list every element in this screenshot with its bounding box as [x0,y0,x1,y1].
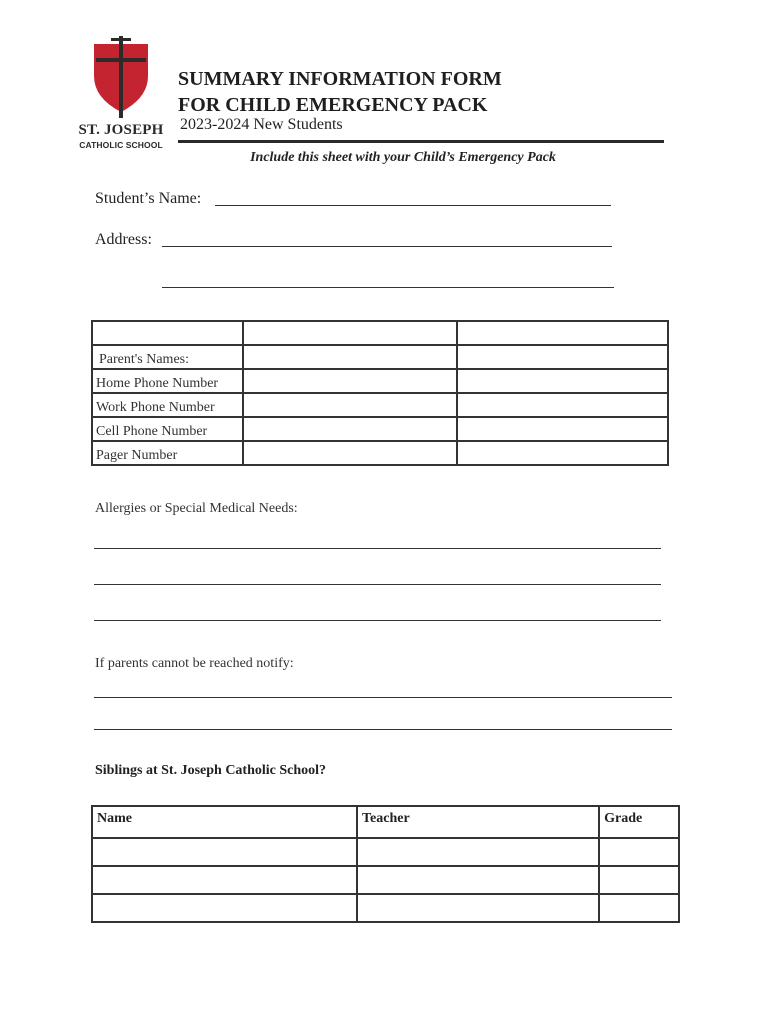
parent1-pager-cell[interactable] [243,441,457,465]
parent2-home-phone-cell[interactable] [457,369,668,393]
address-field-line-2[interactable] [162,287,614,288]
medical-needs-label: Allergies or Special Medical Needs: [95,501,298,516]
table-row [92,321,668,345]
medical-needs-line-3[interactable] [94,620,661,621]
parent2-pager-cell[interactable] [457,441,668,465]
siblings-table [91,805,680,923]
sibling-name-cell[interactable] [92,866,357,894]
table-row [92,894,679,922]
parent1-home-phone-cell[interactable] [243,369,457,393]
form-subtitle: 2023-2024 New Students [180,116,343,133]
notify-line-1[interactable] [94,697,672,698]
table-row [92,393,668,417]
pager-label: Pager Number [92,441,243,465]
instruction-note: Include this sheet with your Child’s Emergency Pack [250,150,556,165]
parent2-cell-phone-cell[interactable] [457,417,668,441]
medical-needs-line-2[interactable] [94,584,661,585]
logo-school-sub: CATHOLIC SCHOOL [79,140,163,150]
table-row [92,441,668,465]
table-row [92,345,668,369]
siblings-heading: Siblings at St. Joseph Catholic School? [95,763,327,778]
sibling-grade-cell[interactable] [599,838,679,866]
form-title [178,66,502,118]
student-name-label: Student’s Name: [95,190,202,207]
logo-school-name: ST. JOSEPH [78,122,164,138]
school-logo [78,36,164,150]
shield-cross-icon [92,36,150,118]
cell-phone-label: Cell Phone Number [92,417,243,441]
table-header-row [92,806,679,838]
notify-line-2[interactable] [94,729,672,730]
sibling-name-cell[interactable] [92,894,357,922]
address-field-line-1[interactable] [162,246,612,247]
parent2-name-cell[interactable] [457,345,668,369]
col-header-grade: Grade [599,806,679,838]
sibling-grade-cell[interactable] [599,866,679,894]
table-cell[interactable] [243,321,457,345]
parent1-cell-phone-cell[interactable] [243,417,457,441]
title-line-2: FOR CHILD EMERGENCY PACK [178,94,488,116]
col-header-teacher: Teacher [357,806,599,838]
notify-label: If parents cannot be reached notify: [95,656,294,671]
table-row [92,838,679,866]
parent1-name-cell[interactable] [243,345,457,369]
parents-names-label: Parent's Names: [92,345,243,369]
sibling-teacher-cell[interactable] [357,866,599,894]
header-rule [178,140,664,143]
parent2-work-phone-cell[interactable] [457,393,668,417]
title-line-1: SUMMARY INFORMATION FORM [178,68,502,90]
col-header-name: Name [92,806,357,838]
address-label: Address: [95,231,152,248]
parent1-work-phone-cell[interactable] [243,393,457,417]
sibling-grade-cell[interactable] [599,894,679,922]
home-phone-label: Home Phone Number [92,369,243,393]
parent-contact-table [91,320,669,466]
table-row [92,866,679,894]
table-row [92,417,668,441]
sibling-name-cell[interactable] [92,838,357,866]
medical-needs-line-1[interactable] [94,548,661,549]
table-cell[interactable] [457,321,668,345]
student-name-field[interactable] [215,205,611,206]
table-row [92,369,668,393]
sibling-teacher-cell[interactable] [357,894,599,922]
work-phone-label: Work Phone Number [92,393,243,417]
sibling-teacher-cell[interactable] [357,838,599,866]
table-cell [92,321,243,345]
